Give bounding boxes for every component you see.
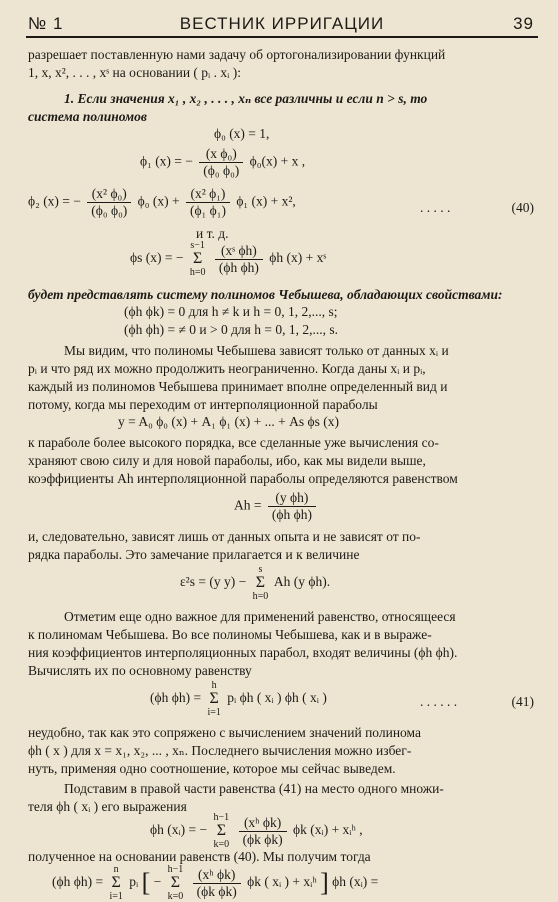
- text-line: к параболе более высокого порядка, все сделанные уже вычисления со-: [28, 435, 439, 450]
- etc-text: и т. д.: [196, 226, 229, 241]
- sigma-icon: Σ: [192, 250, 203, 267]
- denominator: (ϕ₀ ϕ₀): [203, 163, 240, 178]
- eq-text: (ϕh ϕh) =: [52, 874, 104, 890]
- eq-text: (ϕh ϕh) =: [150, 690, 202, 706]
- equation-phi0: ϕ₀ (x) = 1,: [214, 126, 270, 141]
- denominator: (ϕh ϕh): [218, 259, 259, 275]
- eq-text: ϕs (x) = −: [130, 250, 184, 266]
- sum-upper: h−1: [213, 812, 230, 823]
- eq-text: ϕ₁ (x) + x²,: [236, 193, 296, 209]
- eq-text: ϕk (xᵢ) + xᵢʰ ,: [293, 822, 363, 838]
- fraction: [87, 186, 131, 219]
- sum-lower: h=0: [252, 591, 269, 602]
- fraction: [199, 146, 243, 179]
- sigma-icon: Σ: [170, 874, 181, 891]
- eq-text: Ah =: [234, 497, 262, 513]
- property-line: (ϕh ϕh) = ≠ 0 и > 0 для h = 0, 1, 2,..., s.: [124, 322, 338, 337]
- text-line: ϕh ( x ) для x = x₁, x₂, ... , xₙ. Последнего вычисления можно избег-: [28, 743, 412, 758]
- property-line: (ϕh ϕk) = 0 для h ≠ k и h = 0, 1, 2,..., s;: [124, 304, 338, 319]
- fraction: [239, 815, 287, 848]
- text-line: неудобно, так как это сопряжено с вычислением значений полинома: [28, 725, 421, 740]
- equation-phi1: [140, 146, 305, 179]
- page-number: 39: [513, 14, 534, 33]
- equation-final: [52, 864, 378, 902]
- left-bracket: [: [141, 868, 151, 897]
- sum-lower: k=0: [213, 839, 230, 850]
- text-line: разрешает поставленную нами задачу об ортогонализировании функций: [28, 47, 446, 62]
- equation-phis: [130, 240, 326, 278]
- leader-dots: . . . . . .: [420, 694, 458, 709]
- equation-41: [150, 680, 327, 718]
- eq-text: ϕ₀(x) + x ,: [249, 153, 306, 169]
- sum-upper: s−1: [190, 240, 205, 251]
- eq-text: ϕh (xᵢ) =: [332, 874, 379, 890]
- denominator: (ϕ₁ ϕ₁): [189, 203, 226, 218]
- condition-line: система полиномов: [28, 109, 147, 124]
- fraction: [215, 243, 263, 276]
- right-bracket: ]: [320, 868, 329, 897]
- sum-lower: i=1: [109, 891, 123, 902]
- equation-number: (40): [511, 200, 534, 215]
- eq-text: ε²s = (y y) −: [180, 574, 247, 590]
- sum-upper: h: [211, 680, 217, 691]
- eq-text: ϕh (xᵢ) = −: [150, 822, 208, 838]
- eq-text: ϕ₁ (x) = −: [140, 153, 193, 169]
- eq-text: ϕk ( xᵢ ) + xᵢʰ: [247, 874, 317, 890]
- text-line: теля ϕh ( xᵢ ) его выражения: [28, 799, 187, 814]
- denominator: (ϕh ϕh): [271, 507, 312, 522]
- leader-dots: . . . . .: [420, 200, 451, 215]
- numerator: (x² ϕ₁): [186, 186, 230, 203]
- sigma-icon: Σ: [209, 690, 219, 707]
- sum-lower: k=0: [167, 891, 184, 902]
- issue-number: № 1: [28, 14, 64, 33]
- equation-ah: [234, 490, 319, 523]
- condition-line: 1. Если значения x₁ , x₂ , . . . , xₙ все различны и если n > s, то: [64, 91, 428, 106]
- numerator: (xʰ ϕk): [239, 815, 287, 832]
- sum-lower: h=0: [189, 267, 206, 278]
- sum-upper: h−1: [167, 864, 184, 875]
- summation: [190, 240, 206, 278]
- running-header: [26, 12, 538, 38]
- denominator: (ϕk ϕk): [242, 831, 283, 847]
- eq-text: −: [153, 874, 162, 890]
- fraction: [268, 490, 316, 523]
- eq-text: pᵢ ϕh ( xᵢ ) ϕh ( xᵢ ): [227, 690, 327, 706]
- numerator: (xʰ ϕk): [193, 867, 241, 884]
- denominator: (ϕk ϕk): [196, 883, 237, 899]
- eq-text: ϕh (x) + xˢ: [269, 250, 327, 266]
- equation-phi2: [28, 186, 296, 219]
- sigma-icon: Σ: [111, 874, 121, 891]
- text-line: 1, x, x², . . . , xˢ на основании ( pᵢ . xᵢ ):: [28, 65, 241, 80]
- text-line: каждый из полиномов Чебышева принимает вполне определенный вид и: [28, 379, 448, 394]
- text-line: храняют свою силу и для новой параболы, ибо, как мы видели выше,: [28, 453, 426, 468]
- equation-parabola: y = A₀ ϕ₀ (x) + A₁ ϕ₁ (x) + ... + As ϕs (x): [118, 414, 339, 429]
- eq-text: pᵢ: [129, 874, 139, 890]
- sum-upper: s: [258, 564, 263, 575]
- denominator: (ϕ₀ ϕ₀): [91, 203, 128, 218]
- sigma-icon: Σ: [216, 822, 227, 839]
- text-line: будет представлять систему полиномов Чебышева, обладающих свойствами:: [28, 287, 503, 302]
- fraction: [186, 186, 230, 219]
- numerator: (y ϕh): [268, 490, 316, 507]
- sum-lower: i=1: [207, 707, 221, 718]
- text-line: ния коэффициентов интерполяционных парабол, входят величины (ϕh ϕh).: [28, 645, 458, 660]
- text-line: Вычислять их по основному равенству: [28, 663, 252, 678]
- text-line: рядка параболы. Это замечание прилагается и к величине: [28, 547, 360, 562]
- eq-text: ϕ₂ (x) = −: [28, 193, 81, 209]
- fraction: [193, 867, 241, 900]
- text-line: Отметим еще одно важное для применений равенство, относящееся: [64, 609, 456, 624]
- equation-number: (41): [511, 694, 534, 709]
- numerator: (x ϕ₀): [199, 146, 243, 163]
- text-line: pᵢ и что ряд их можно продолжить неограниченно. Когда даны xᵢ и pᵢ,: [28, 361, 426, 376]
- text-line: коэффициенты Ah интерполяционной параболы определяются равенством: [28, 471, 458, 486]
- summation: [168, 864, 184, 902]
- journal-title: ВЕСТНИК ИРРИГАЦИИ: [179, 14, 385, 33]
- eq-text: Ah (y ϕh).: [273, 574, 331, 590]
- text-line: потому, когда мы переходим от интерполяционной параболы: [28, 397, 378, 412]
- equation-epsilon: [180, 564, 330, 602]
- text-line: Подставим в правой части равенства (41) на место одного множи-: [64, 781, 444, 796]
- summation: [207, 680, 220, 718]
- summation: [253, 564, 269, 602]
- numerator: (xˢ ϕh): [215, 243, 263, 260]
- text-line: полученное на основании равенств (40). Мы получим тогда: [28, 849, 371, 864]
- sigma-icon: Σ: [255, 574, 266, 591]
- text-line: нуть, применяя одно соотношение, которое мы сейчас выведем.: [28, 761, 396, 776]
- text-line: и, следовательно, зависят лишь от данных опыта и не зависят от по-: [28, 529, 421, 544]
- eq-text: ϕ₀ (x) +: [137, 193, 180, 209]
- summation: [109, 864, 122, 902]
- sum-upper: n: [113, 864, 119, 875]
- equation-substitution: [150, 812, 363, 850]
- text-line: Мы видим, что полиномы Чебышева зависят только от данных xᵢ и: [64, 343, 449, 358]
- numerator: (x² ϕ₀): [87, 186, 131, 203]
- text-line: к полиномам Чебышева. Во все полиномы Чебышева, как и в выраже-: [28, 627, 432, 642]
- summation: [214, 812, 230, 850]
